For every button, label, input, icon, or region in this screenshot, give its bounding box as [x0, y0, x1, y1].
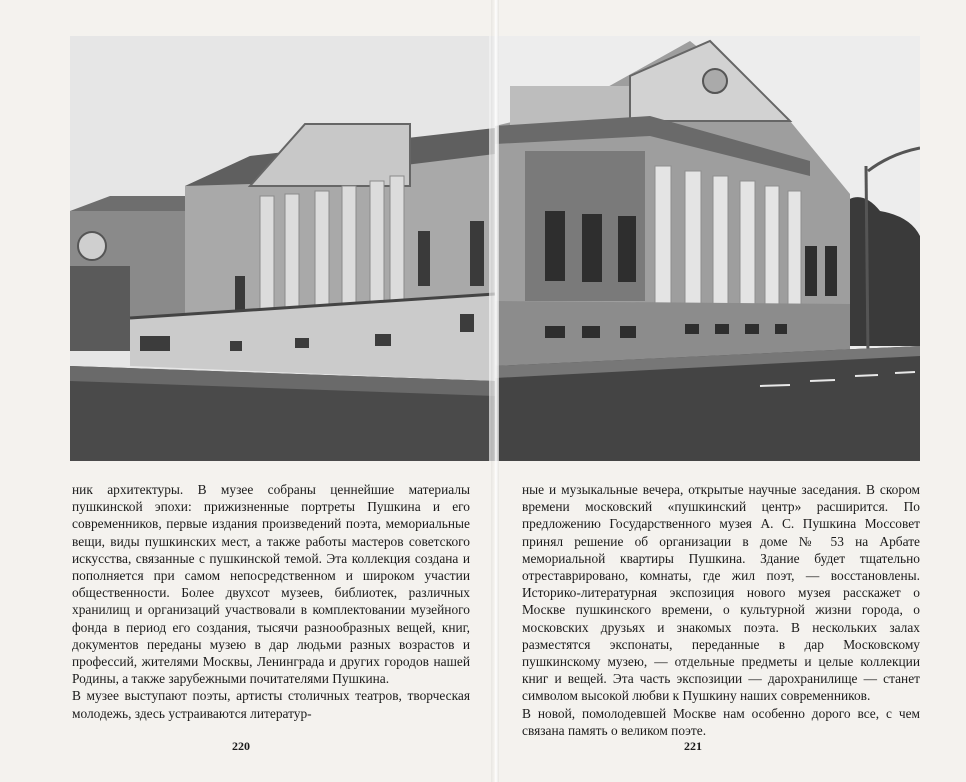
left-page-number: 220: [232, 739, 250, 753]
right-page-number: 221: [684, 739, 702, 753]
right-paragraph-2: В новой, помолодевшей Москве нам особенно дорого все, с чем связана память о великом поэте.: [522, 705, 920, 738]
book-gutter: [491, 0, 499, 782]
left-page-text: [72, 481, 470, 722]
right-page-text: [522, 481, 920, 739]
left-paragraph-1: ник архитектуры. В музее собраны ценнейшие материалы пушкинской эпохи: прижизненные портреты Пушкина и его современников, первые издания произведений поэта, мемориальные вещи, виды пушкинских мест, а также работы мастеров советского искусства, связанные с пушкинской темой. Эта коллекция создана и пополняется при самом непосредственном и широком участии общественности. Более двухсот музеев, библиотек, различных хранилищ и организаций участвовали в комплектовании музейного фонда в период его создания, тысячи разнообразных вещей, книг, документов переданы музею в дар людьми разных возрастов и профессий, жителями Москвы, Ленинграда и других городов нашей Родины, а также зарубежными почитателями Пушкина.: [72, 482, 470, 687]
right-paragraph-1: ные и музыкальные вечера, открытые научные заседания. В скором времени московский «пушкинский центр» расширится. По предложению Государственного музея А. С. Пушкина Моссовет принял решение об организации в доме № 53 на Арбате мемориальной квартиры Пушкина. Здание будет тщательно отреставрировано, комнаты, где жил поэт, — восстановлены. Историко-литературная экспозиция нового музея расскажет о Москве пушкинского времени, о культурной жизни города, о московских друзьях и знакомых поэта. В нескольких залах разместятся экспонаты, переданные в дар Московскому пушкинскому музею, — отдельные предметы и целые коллекции книг и вещей. Эта часть экспозиции — дарохранилище — станет символом высокой любви к Пушкину наших современников.: [522, 482, 920, 704]
left-paragraph-2: В музее выступают поэты, артисты столичных театров, творческая молодежь, здесь устраиваются литератур-: [72, 688, 470, 721]
